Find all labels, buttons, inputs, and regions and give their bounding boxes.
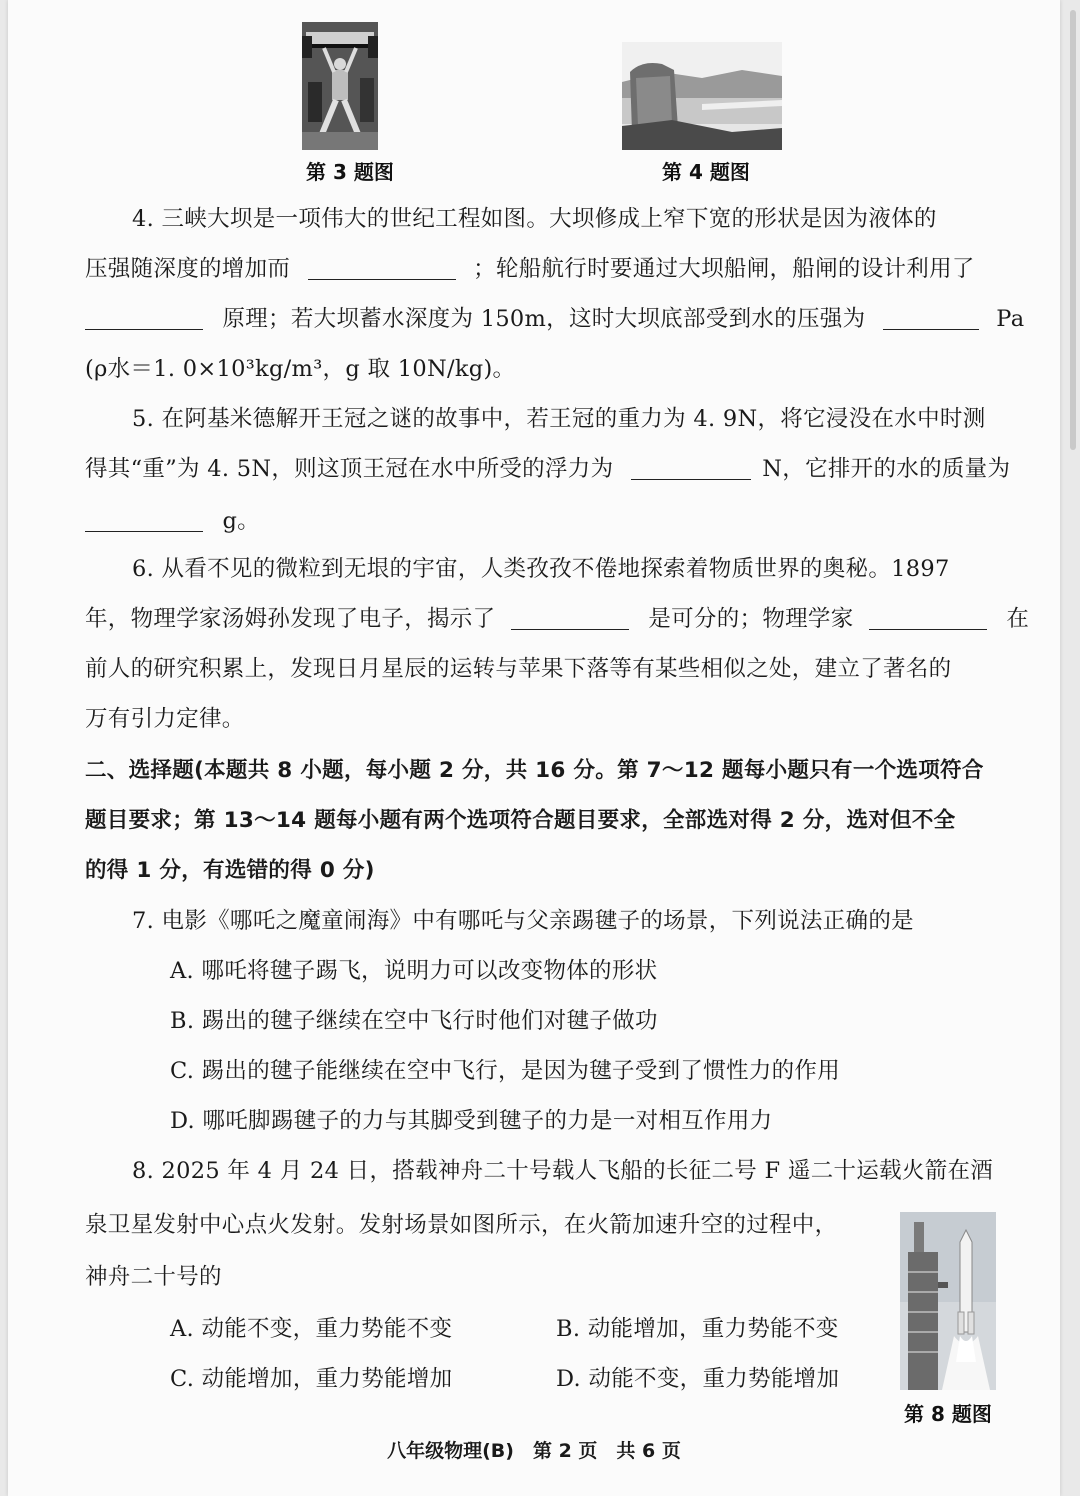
q6-answer-blank-2[interactable]	[869, 605, 987, 630]
q8-option-b[interactable]: B. 动能增加，重力势能不变	[556, 1316, 839, 1342]
q4-text-3b: Pa	[996, 306, 1025, 332]
q4-answer-blank-3[interactable]	[883, 305, 979, 330]
q4-line-2	[85, 254, 975, 284]
section-2-heading-line-3: 的得 1 分，有选错的得 0 分)	[85, 858, 375, 883]
figure-3-caption: 第 3 题图	[306, 160, 394, 184]
q8-option-c[interactable]: C. 动能增加，重力势能增加	[170, 1366, 453, 1392]
q4-line-4: (ρ水＝1. 0×10³kg/m³，g 取 10N/kg)。	[85, 356, 516, 382]
page-footer: 八年级物理(B) 第 2 页 共 6 页	[387, 1440, 681, 1462]
figure-3-photo	[302, 22, 378, 150]
q8-line-1: 8. 2025 年 4 月 24 日，搭载神舟二十号载人飞船的长征二号 F 遥二十运载火箭在酒	[132, 1158, 994, 1184]
q8-line-3: 神舟二十号的	[85, 1264, 222, 1290]
q6-line-2	[85, 604, 1029, 634]
q6-text-2b: 是可分的；物理学家	[648, 606, 854, 632]
q5-line-1: 5. 在阿基米德解开王冠之谜的故事中，若王冠的重力为 4. 9N，将它浸没在水中时测	[132, 406, 986, 432]
q6-text-2c: 在	[1006, 606, 1030, 632]
figure-4-photo	[622, 42, 782, 150]
q4-text-2a: 压强随深度的增加而	[85, 256, 291, 282]
q4-line-1: 4. 三峡大坝是一项伟大的世纪工程如图。大坝修成上窄下宽的形状是因为液体的	[132, 206, 937, 232]
q5-answer-blank-2[interactable]	[85, 507, 203, 532]
figure-8-caption: 第 8 题图	[904, 1402, 992, 1426]
q6-line-4: 万有引力定律。	[85, 706, 245, 732]
q4-text-3a: 原理；若大坝蓄水深度为 150m，这时大坝底部受到水的压强为	[222, 306, 866, 332]
q6-line-3: 前人的研究积累上，发现日月星辰的运转与苹果下落等有某些相似之处，建立了著名的	[85, 656, 952, 682]
q8-line-2: 泉卫星发射中心点火发射。发射场景如图所示，在火箭加速升空的过程中，	[85, 1212, 838, 1238]
section-2-heading-line-1: 二、选择题(本题共 8 小题，每小题 2 分，共 16 分。第 7～12 题每小题只有一个选项符合	[85, 758, 984, 783]
q5-text-2b: N，它排开的水的质量为	[762, 456, 1011, 482]
q7-option-a[interactable]: A. 哪吒将毽子踢飞，说明力可以改变物体的形状	[170, 958, 658, 984]
q4-line-3	[85, 304, 1024, 334]
q6-answer-blank-1[interactable]	[511, 605, 629, 630]
scrollbar[interactable]	[1070, 10, 1076, 450]
q7-stem: 7. 电影《哪吒之魔童闹海》中有哪吒与父亲踢毽子的场景，下列说法正确的是	[132, 908, 914, 934]
q7-option-d[interactable]: D. 哪吒脚踢毽子的力与其脚受到毽子的力是一对相互作用力	[170, 1108, 773, 1134]
q6-line-1: 6. 从看不见的微粒到无垠的宇宙，人类孜孜不倦地探索着物质世界的奥秘。1897	[132, 556, 950, 582]
q5-text-2a: 得其“重”为 4. 5N，则这顶王冠在水中所受的浮力为	[85, 456, 614, 482]
q5-line-3	[85, 506, 260, 536]
rocket-launch-illustration	[900, 1212, 996, 1390]
q4-text-2b: ；轮船航行时要通过大坝船闸，船闸的设计利用了	[473, 256, 975, 282]
exam-page	[8, 0, 1060, 1496]
q7-option-c[interactable]: C. 踢出的毽子能继续在空中飞行，是因为毽子受到了惯性力的作用	[170, 1058, 841, 1084]
figure-4-caption: 第 4 题图	[662, 160, 750, 184]
q5-text-3: g。	[222, 508, 260, 534]
dam-monument-illustration	[622, 42, 782, 150]
q8-option-d[interactable]: D. 动能不变，重力势能增加	[556, 1366, 840, 1392]
q8-option-a[interactable]: A. 动能不变，重力势能不变	[170, 1316, 453, 1342]
q7-option-b[interactable]: B. 踢出的毽子继续在空中飞行时他们对毽子做功	[170, 1008, 658, 1034]
figure-8-photo	[900, 1212, 996, 1390]
q4-answer-blank-1[interactable]	[308, 255, 456, 280]
q5-answer-blank-1[interactable]	[631, 455, 751, 480]
q5-line-2	[85, 454, 1010, 484]
q6-text-2a: 年，物理学家汤姆孙发现了电子，揭示了	[85, 606, 496, 632]
weightlifter-illustration	[302, 22, 378, 150]
q4-answer-blank-2[interactable]	[85, 305, 203, 330]
section-2-heading-line-2: 题目要求；第 13～14 题每小题有两个选项符合题目要求，全部选对得 2 分，选对但不全	[85, 808, 956, 833]
